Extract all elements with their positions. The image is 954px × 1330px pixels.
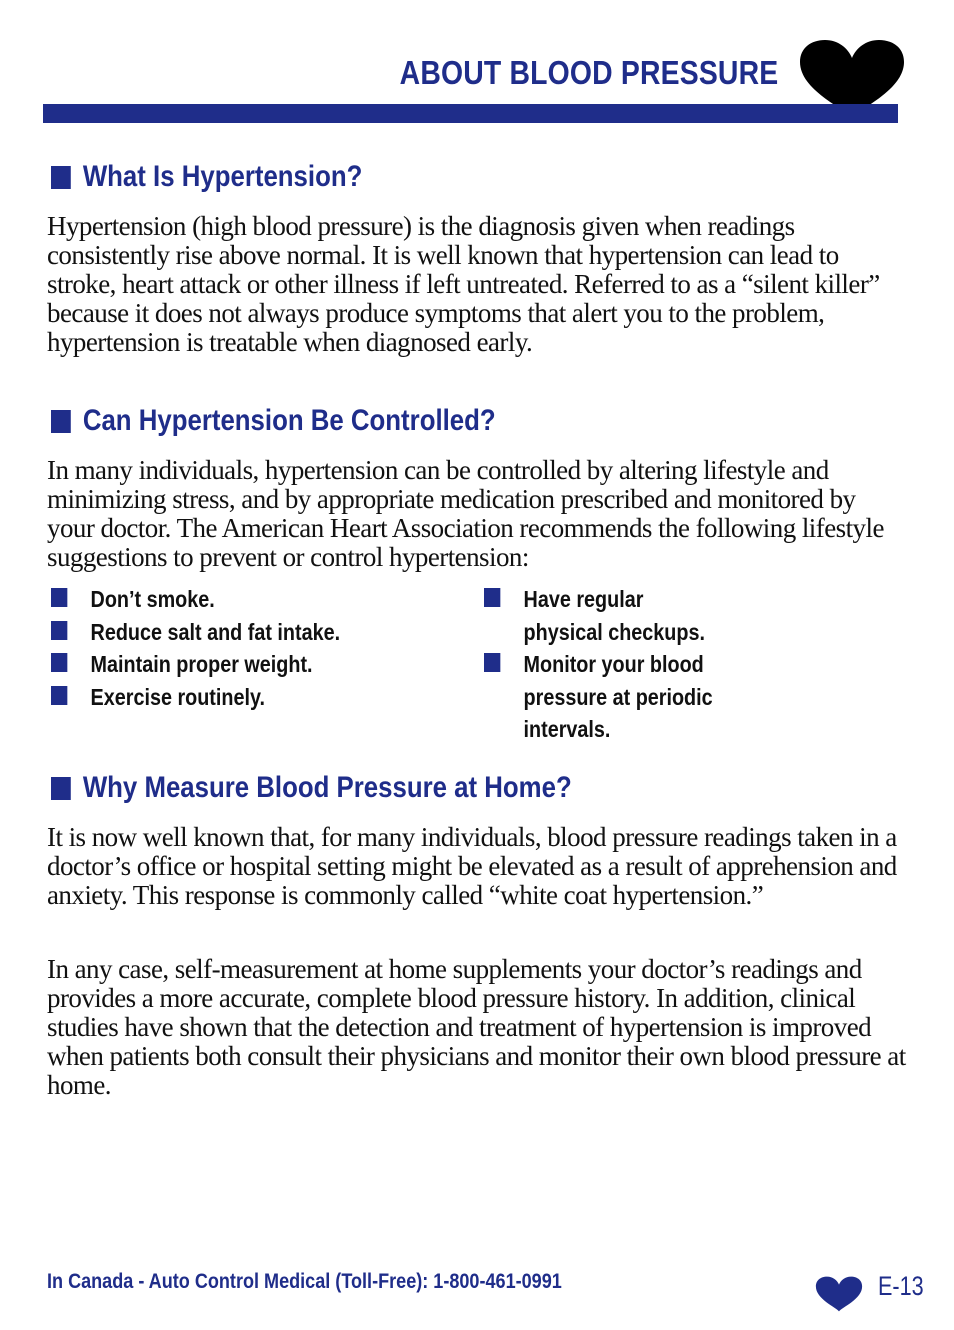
square-bullet-icon bbox=[51, 686, 67, 705]
square-bullet-icon bbox=[51, 410, 71, 433]
square-bullet-icon bbox=[51, 166, 71, 189]
list-item bbox=[51, 681, 265, 714]
section-heading bbox=[51, 771, 572, 805]
section-heading-text: Why Measure Blood Pressure at Home? bbox=[82, 771, 572, 804]
section-heading bbox=[51, 404, 496, 438]
square-bullet-icon bbox=[484, 588, 500, 607]
list-item-text-line: physical checkups. bbox=[523, 618, 705, 645]
list-item bbox=[51, 616, 340, 649]
list-item-text-line: Monitor your blood bbox=[523, 651, 704, 677]
paragraph: In many individuals, hypertension can be controlled by altering lifestyle and minimizing stress, and by appropriate medication prescribed and monitored by your doctor. The American Heart Association recommends the following lifestyle suggestions to prevent or control hypertension: bbox=[47, 455, 884, 572]
list-item-text-line: intervals. bbox=[523, 716, 611, 742]
paragraph: In any case, self-measurement at home supplements your doctor’s readings and provides a more accurate, complete blood pressure history. In addition, clinical studies have shown that the detection and treatment of hypertension is improved when patients both consult their physicians and monitor their own blood pressure at home. bbox=[47, 954, 906, 1100]
paragraph: It is now well known that, for many individuals, blood pressure readings taken in a doctor’s office or hospital setting might be elevated as a result of apprehension and anxiety. This response is commonly called “white coat hypertension.” bbox=[47, 822, 897, 910]
paragraph: Hypertension (high blood pressure) is the diagnosis given when readings consistently rise above normal. It is well known that hypertension can lead to stroke, heart attack or other illness if left untreated. Referred to as a “silent killer” because it does not always produce symptoms that alert you to the problem, hypertension is treatable when diagnosed early. bbox=[47, 211, 880, 357]
footer-contact: In Canada - Auto Control Medical (Toll-Free): 1-800-461-0991 bbox=[47, 1270, 562, 1293]
list-item-text: Reduce salt and fat intake. bbox=[90, 618, 341, 645]
square-bullet-icon bbox=[51, 777, 71, 800]
page-number: E-13 bbox=[878, 1271, 924, 1301]
page-title: ABOUT BLOOD PRESSURE bbox=[399, 54, 778, 91]
list-item bbox=[484, 648, 713, 746]
list-item-text: Maintain proper weight. bbox=[90, 651, 313, 677]
square-bullet-icon bbox=[51, 653, 67, 672]
list-item bbox=[51, 583, 215, 616]
section-heading-text: Can Hypertension Be Controlled? bbox=[82, 404, 496, 437]
list-item-text-line: pressure at periodic bbox=[523, 683, 713, 710]
list-item-text-line: Have regular bbox=[523, 586, 644, 612]
square-bullet-icon bbox=[51, 588, 67, 607]
square-bullet-icon bbox=[51, 621, 67, 640]
square-bullet-icon bbox=[484, 653, 500, 672]
header-rule bbox=[43, 104, 898, 123]
heart-icon bbox=[815, 1275, 863, 1313]
list-item-text: Exercise routinely. bbox=[90, 683, 266, 710]
section-heading bbox=[51, 160, 362, 194]
section-heading-text: What Is Hypertension? bbox=[82, 160, 363, 193]
list-item bbox=[484, 583, 705, 648]
list-item-text: Don’t smoke. bbox=[90, 586, 215, 612]
list-item bbox=[51, 648, 313, 681]
